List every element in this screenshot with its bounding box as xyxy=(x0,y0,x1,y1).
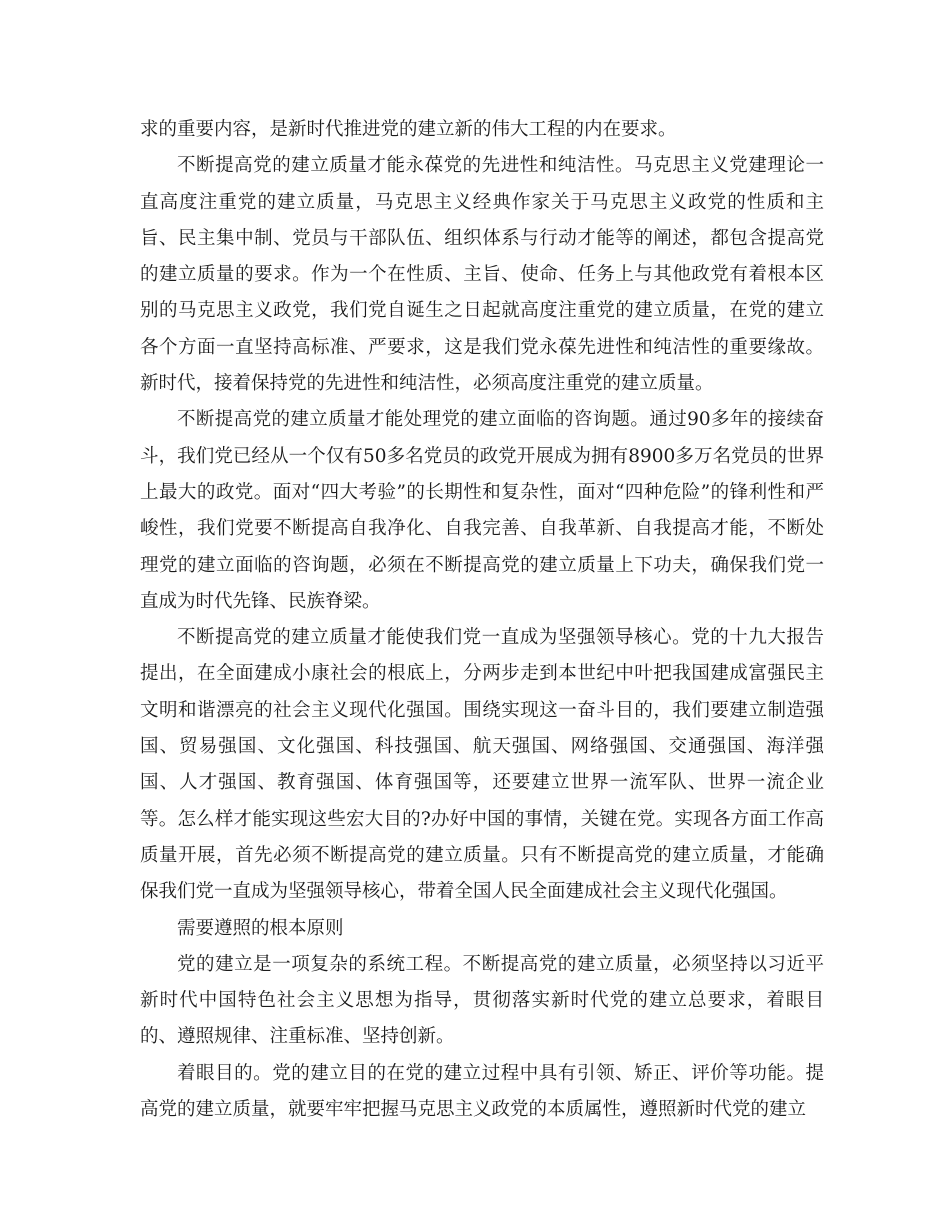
paragraph-purity: 不断提高党的建立质量才能永葆党的先进性和纯洁性。马克思主义党建理论一直高度注重党的建立质量，马克思主义经典作家关于马克思主义政党的性质和主旨、民主集中制、党员与干部队伍、组织体系与行动才能等的阐述，都包含提高党的建立质量的要求。作为一个在性质、主旨、使命、任务上与其他政党有着根本区别的马克思主义政党，我们党自诞生之日起就高度注重党的建立质量，在党的建立各个方面一直坚持高标准、严要求，这是我们党永葆先进性和纯洁性的重要缘故。新时代，接着保持党的先进性和纯洁性，必须高度注重党的建立质量。 xyxy=(140,155,824,395)
paragraph-system-engineering: 党的建立是一项复杂的系统工程。不断提高党的建立质量，必须坚持以习近平新时代中国特色社会主义思想为指导，贯彻落实新时代党的建立总要求，着眼目的、遵照规律、注重标准、坚持创新。 xyxy=(140,953,824,1048)
document-body xyxy=(140,112,824,1128)
section-heading: 需要遵照的根本原则 xyxy=(177,917,344,939)
paragraph-focus-goals: 着眼目的。党的建立目的在党的建立过程中具有引领、矫正、评价等功能。提高党的建立质量，就要牢牢把握马克思主义政党的本质属性，遵照新时代党的建立 xyxy=(140,1062,824,1121)
paragraph-leadership-core: 不断提高党的建立质量才能使我们党一直成为坚强领导核心。党的十九大报告提出，在全面建成小康社会的根底上，分两步走到本世纪中叶把我国建成富强民主文明和谐漂亮的社会主义现代化强国。围绕实现这一奋斗目的，我们要建立制造强国、贸易强国、文化强国、科技强国、航天强国、网络强国、交通强国、海洋强国、人才强国、教育强国、体育强国等，还要建立世界一流军队、世界一流企业等。怎么样才能实现这些宏大目的?办好中国的事情，关键在党。实现各方面工作高质量开展，首先必须不断提高党的建立质量。只有不断提高党的建立质量，才能确保我们党一直成为坚强领导核心，带着全国人民全面建成社会主义现代化强国。 xyxy=(140,627,824,903)
paragraph-continuation: 求的重要内容，是新时代推进党的建立新的伟大工程的内在要求。 xyxy=(140,119,677,140)
paragraph-problems: 不断提高党的建立质量才能处理党的建立面临的咨询题。通过90多年的接续奋斗，我们党已经从一个仅有50多名党员的政党开展成为拥有8900多万名党员的世界上最大的政党。面对“四大考验”的长期性和复杂性，面对“四种危险”的锋利性和严峻性，我们党要不断提高自我净化、自我完善、自我革新、自我提高才能，不断处理党的建立面临的咨询题，必须在不断提高党的建立质量上下功夫，确保我们党一直成为时代先锋、民族脊梁。 xyxy=(140,409,824,612)
